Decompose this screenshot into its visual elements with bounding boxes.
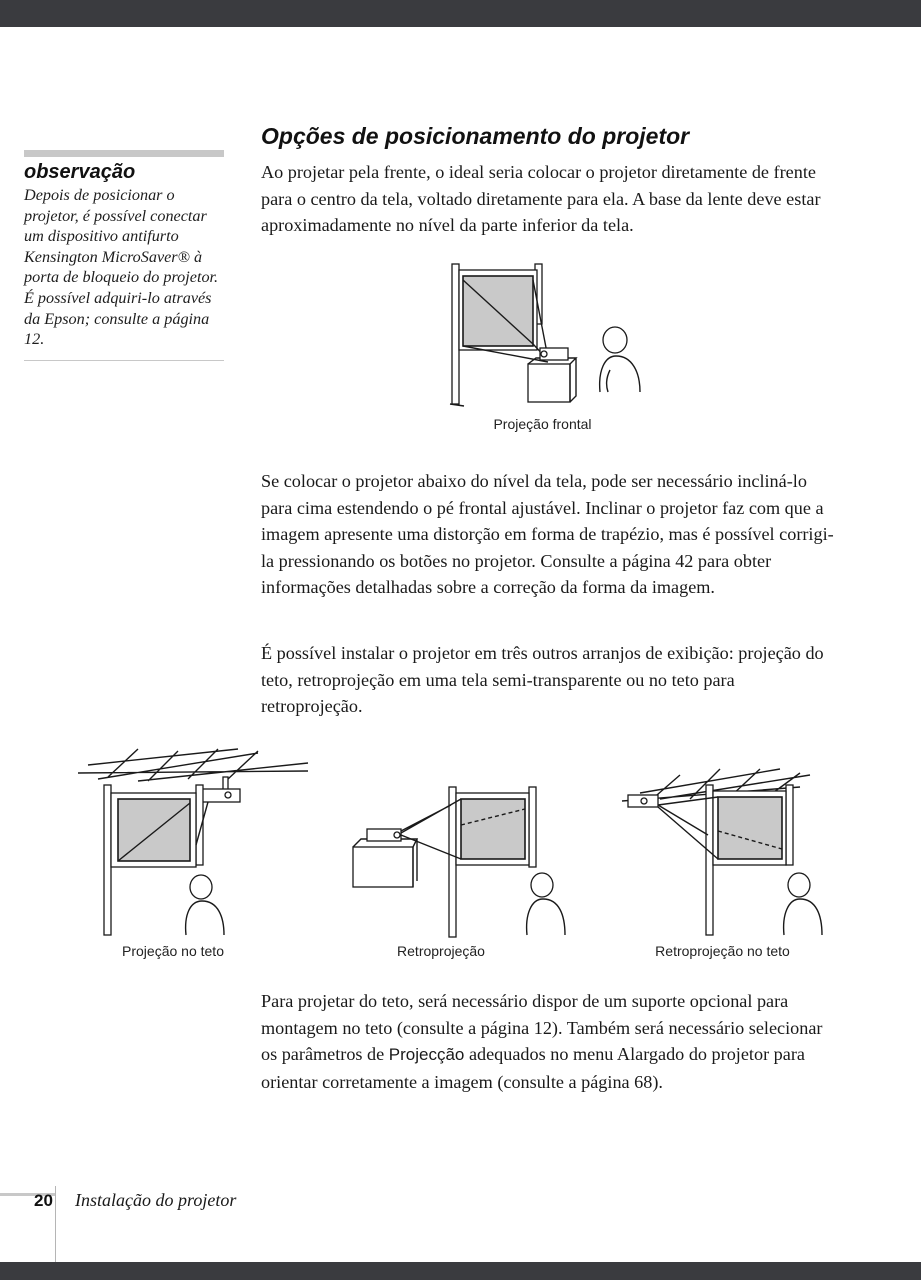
sidebar-note bbox=[24, 150, 224, 361]
screen-surface bbox=[718, 797, 782, 859]
note-top-rule bbox=[24, 150, 224, 157]
paragraph-tilt: Se colocar o projetor abaixo do nível da tela, pode ser necessário incliná-lo para cima estendendo o pé frontal ajustável. Inclinar o projetor faz com que a imagem apresente uma distorção em forma de trapézio, mas é possível corrigi-la pressionando os botões no projetor. Consulte a página 42 para obter informações detalhadas sobre a correção da forma da imagem. bbox=[261, 471, 834, 597]
paragraph-front-projection: Ao projetar pela frente, o ideal seria colocar o projetor diretamente de frente para o centro da tela, voltado diretamente para ela. A base da lente deve estar aproximadamente no nível da parte inferior da tela. bbox=[261, 162, 821, 235]
menu-term-projeccao: Projecção bbox=[388, 1045, 465, 1064]
screen-post-left bbox=[449, 787, 456, 937]
paragraph-ceiling-text-b: adequados no menu Alargado do projetor para orientar corretamente a imagem (consulte a página 68). bbox=[261, 1044, 805, 1092]
projector bbox=[200, 789, 240, 802]
caption-front-projection: Projeção frontal bbox=[493, 416, 592, 432]
viewer-body bbox=[527, 899, 565, 935]
caption-ceiling-projection: Projeção no teto bbox=[122, 943, 224, 959]
rear-ceiling-projection-illustration bbox=[620, 765, 840, 940]
screen-post-left bbox=[104, 785, 111, 935]
screen-post-right bbox=[786, 785, 793, 865]
caption-rear-projection: Retroprojeção bbox=[397, 943, 485, 959]
ceiling-projection-illustration bbox=[78, 745, 318, 940]
note-title: observação bbox=[24, 161, 136, 183]
screen-surface bbox=[461, 799, 525, 859]
projector-lens bbox=[641, 798, 647, 804]
viewer-head bbox=[531, 873, 553, 897]
viewer-head bbox=[603, 327, 627, 353]
screen-surface bbox=[463, 276, 533, 346]
footer-vertical-rule bbox=[55, 1186, 56, 1264]
projector-table bbox=[353, 847, 413, 887]
paragraph-ceiling-text-a: Para projetar do teto, será necessário dispor de um suporte opcional para montagem no teto (consulte a página 12). Também será necessário selecionar os parâmetros de bbox=[261, 991, 823, 1064]
rear-projection-illustration bbox=[345, 785, 575, 940]
bottom-bar bbox=[0, 1262, 921, 1280]
screen-post-right bbox=[529, 787, 536, 867]
front-projection-illustration bbox=[440, 260, 650, 412]
page-number: 20 bbox=[34, 1191, 53, 1210]
viewer-body bbox=[600, 356, 640, 392]
chapter-title: Instalação do projetor bbox=[75, 1190, 237, 1210]
paragraph-ceiling-mount bbox=[261, 988, 836, 1095]
top-bar bbox=[0, 0, 921, 27]
paragraph-arrangements: É possível instalar o projetor em três outros arranjos de exibição: projeção do teto, retroprojeção em uma tela semi-transparente ou no teto para retroprojeção. bbox=[261, 643, 824, 716]
note-text: Depois de posicionar o projetor, é possível conectar um dispositivo antifurto Kensington MicroSaver® à porta de bloqueio do projetor. É possível adquiri-lo através da Epson; consulte a página 12. bbox=[24, 186, 219, 349]
viewer-head bbox=[788, 873, 810, 897]
projector-table bbox=[528, 364, 570, 402]
projector-lens bbox=[394, 832, 400, 838]
projector-lens bbox=[225, 792, 231, 798]
viewer-head bbox=[190, 875, 212, 899]
section-heading: Opções de posicionamento do projetor bbox=[261, 123, 690, 149]
caption-rear-ceiling-projection: Retroprojeção no teto bbox=[655, 943, 790, 959]
viewer-body bbox=[784, 899, 822, 935]
ceiling-grid bbox=[78, 749, 308, 781]
note-bottom-rule bbox=[24, 360, 224, 361]
screen-post-left bbox=[706, 785, 713, 935]
screen-post-left bbox=[452, 264, 459, 404]
projector-lens bbox=[541, 351, 547, 357]
viewer-body bbox=[186, 901, 224, 935]
